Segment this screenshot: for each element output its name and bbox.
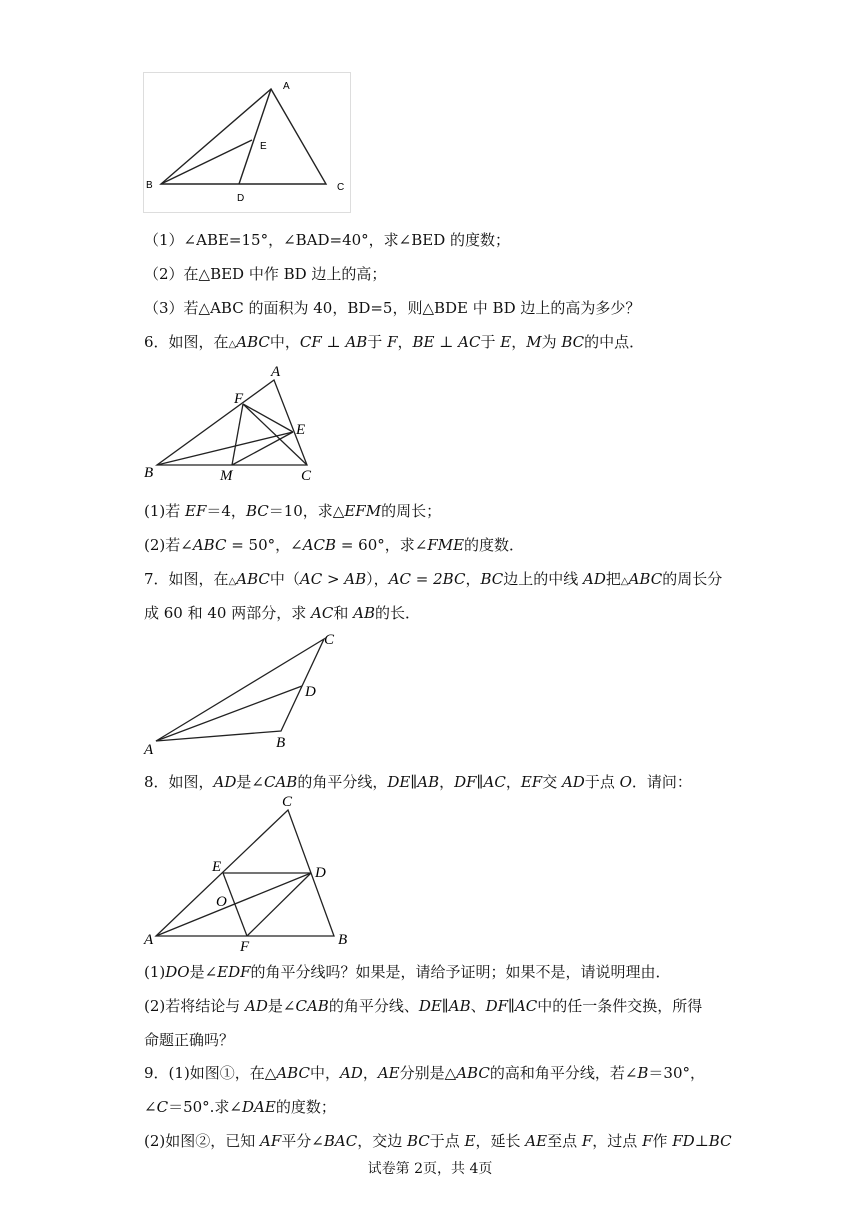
segment-me [232,432,293,465]
figure-triangle-q7 [140,630,345,758]
figure-triangle-q8 [140,794,360,954]
label-e: E [212,859,222,875]
triangle-abc [156,639,324,741]
q9-line2: ∠C＝50°.求∠DAE的度数； [144,1098,336,1116]
label-a: A [283,81,290,92]
label-c: C [337,182,345,193]
label-b: B [338,932,348,948]
q8-part2-line2: 命题正确吗？ [144,1031,235,1049]
q7-stem-line2: 成 60 和 40 两部分，求 AC和 AB的长． [144,604,420,622]
label-c: C [324,632,335,648]
label-a: A [271,364,281,380]
label-e: E [260,141,267,152]
label-f: F [240,939,250,954]
q5-part3: （3）若△ABC 的面积为 40，BD=5，则△BDE 中 BD 边上的高为多少？ [144,299,641,317]
label-d: D [315,865,326,881]
figure-triangle-q6 [140,362,330,488]
q5-part2: （2）在△BED 中作 BD 边上的高； [144,265,387,283]
segment-df [247,873,311,936]
label-o: O [216,894,227,910]
figure-triangle-abc-q5 [143,72,351,214]
q7-stem-line1: 7．如图，在△ABC中（AC > AB），AC = 2BC，BC边上的中线 AD把△ABC的周长分 [144,570,723,588]
label-c: C [301,468,312,484]
page-footer: 试卷第 2页，共 4页 [367,1161,493,1177]
segment-fm [232,404,243,465]
q9-line1: 9．(1)如图①，在△ABC中，AD，AE分别是△ABC的高和角平分线，若∠B＝30°， [144,1064,706,1082]
q8-stem: 8．如图，AD是∠CAB的角平分线，DE∥AB，DF∥AC，EF交 AD于点 O．请问： [144,773,692,791]
label-b: B [144,465,154,481]
q5-part1: （1）∠ABE=15°，∠BAD=40°，求∠BED 的度数； [144,231,511,249]
label-c: C [282,794,293,810]
segment-ad [156,686,302,741]
segment-ad [156,873,311,936]
q8-part1: (1)DO是∠EDF的角平分线吗？如果是，请给予证明；如果不是，请说明理由． [144,963,671,981]
segment-be [157,432,293,465]
label-f: F [234,391,244,407]
label-a: A [144,742,154,758]
label-d: D [237,193,245,204]
q6-stem: 6．如图，在△ABC中，CF ⊥ AB于 F，BE ⊥ AC于 E，M为 BC的中点． [144,333,645,351]
label-d: D [305,684,316,700]
triangle-abc [157,380,307,465]
label-m: M [220,468,233,484]
label-b: B [276,735,286,751]
q6-part2: (2)若∠ABC = 50°，∠ACB = 60°，求∠FME的度数． [144,536,525,554]
segment-be [161,140,252,184]
q9-line3: (2)如图②，已知 AF平分∠BAC，交边 BC于点 E，延长 AE至点 F，过点 F作 FD⊥BC [144,1132,732,1150]
label-e: E [296,422,306,438]
q8-part2-line1: (2)若将结论与 AD是∠CAB的角平分线、DE∥AB、DF∥AC中的任一条件交换，所得 [144,997,703,1015]
label-b: B [146,180,153,191]
label-a: A [144,932,154,948]
q6-part1: (1)若 EF＝4，BC＝10，求△EFM的周长； [144,502,442,520]
